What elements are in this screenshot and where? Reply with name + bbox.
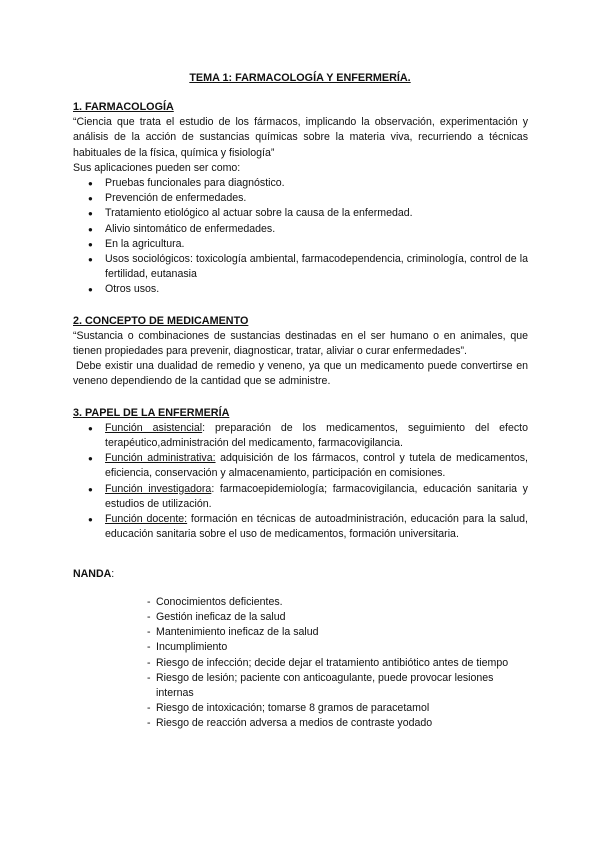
function-label: Función administrativa: bbox=[105, 452, 216, 465]
applications-intro: Sus aplicaciones pueden ser como: bbox=[73, 161, 241, 174]
function-text: : preparación de los medicamentos, seguimiento del efecto terapéutico,administración del medicamento, farmacovigilancia. bbox=[105, 421, 528, 450]
nanda-heading bbox=[73, 567, 528, 582]
functions-list bbox=[73, 421, 528, 543]
section-farmacologia bbox=[73, 100, 528, 298]
list-item: ● Usos sociológicos: toxicología ambiental, farmacodependencia, criminología, control de la fertilidad, eutanasia bbox=[73, 252, 528, 282]
nanda-list bbox=[73, 595, 528, 732]
list-item bbox=[73, 482, 528, 512]
section-heading: 2. CONCEPTO DE MEDICAMENTO bbox=[73, 314, 249, 327]
list-item: ● Tratamiento etiológico al actuar sobre la causa de la enfermedad. bbox=[73, 206, 528, 221]
list-item: ● Otros usos. bbox=[73, 282, 528, 297]
applications-list bbox=[73, 176, 528, 298]
list-item: - Riesgo de intoxicación; tomarse 8 gramos de paracetamol bbox=[147, 701, 528, 716]
list-item: ● Prevención de enfermedades. bbox=[73, 191, 528, 206]
list-item: - Mantenimiento ineficaz de la salud bbox=[147, 625, 528, 640]
section-concepto-medicamento bbox=[73, 314, 528, 390]
list-item: - Conocimientos deficientes. bbox=[147, 595, 528, 610]
list-item bbox=[73, 512, 528, 542]
document-title: TEMA 1: FARMACOLOGÍA Y ENFERMERÍA. bbox=[189, 72, 411, 84]
list-item: - Incumplimiento bbox=[147, 640, 528, 655]
function-label: Función docente: bbox=[105, 513, 188, 526]
nanda-title: NANDA bbox=[73, 568, 112, 581]
section-heading: 1. FARMACOLOGÍA bbox=[73, 101, 174, 113]
list-item: ● Pruebas funcionales para diagnóstico. bbox=[73, 176, 528, 191]
dualidad-note: Debe existir una dualidad de remedio y veneno, ya que un medicamento puede convertirse en veneno dependiendo de la cantidad que se administre. bbox=[73, 360, 528, 388]
list-item: ● Alivio sintomático de enfermedades. bbox=[73, 222, 528, 237]
function-label: Función investigadora bbox=[105, 482, 212, 495]
list-item: - Gestión ineficaz de la salud bbox=[147, 610, 528, 625]
nanda-colon: : bbox=[111, 568, 115, 581]
definition-quote: “Sustancia o combinaciones de sustancias destinadas en el ser humano o en animales, que tienen propiedades para prevenir, diagnosticar, tratar, aliviar o curar enfermedades”. bbox=[73, 329, 528, 358]
list-item: ● En la agricultura. bbox=[73, 237, 528, 252]
list-item: - Riesgo de lesión; paciente con anticoagulante, puede provocar lesiones internas bbox=[147, 671, 528, 701]
list-item bbox=[73, 451, 528, 481]
list-item: - Riesgo de infección; decide dejar el tratamiento antibiótico antes de tiempo bbox=[147, 656, 528, 671]
function-text: : farmacoepidemiología; farmacovigilancia, educación sanitaria y estudios de utilización. bbox=[105, 482, 528, 510]
function-label: Función asistencial bbox=[105, 421, 203, 434]
definition-quote: “Ciencia que trata el estudio de los fármacos, implicando la observación, experimentación y análisis de la acción de sustancias químicas sobre la materia viva, recurriendo a técnicas habituales de la física, química y fisiología” bbox=[73, 116, 528, 159]
list-item bbox=[73, 421, 528, 451]
section-heading: 3. PAPEL DE LA ENFERMERÍA bbox=[73, 406, 230, 419]
section-nanda bbox=[73, 567, 528, 731]
section-papel-enfermeria bbox=[73, 406, 528, 543]
document-body bbox=[73, 100, 528, 732]
function-text: formación en técnicas de autoadministración, educación para la salud, educación sanitaria sobre el uso de medicamentos, formación universitaria. bbox=[105, 513, 529, 541]
function-text: adquisición de los fármacos, control y tutela de medicamentos, eficiencia, conservación y almacenamiento, participación en comisiones. bbox=[105, 452, 528, 480]
list-item: - Riesgo de reacción adversa a medios de contraste yodado bbox=[147, 716, 528, 731]
